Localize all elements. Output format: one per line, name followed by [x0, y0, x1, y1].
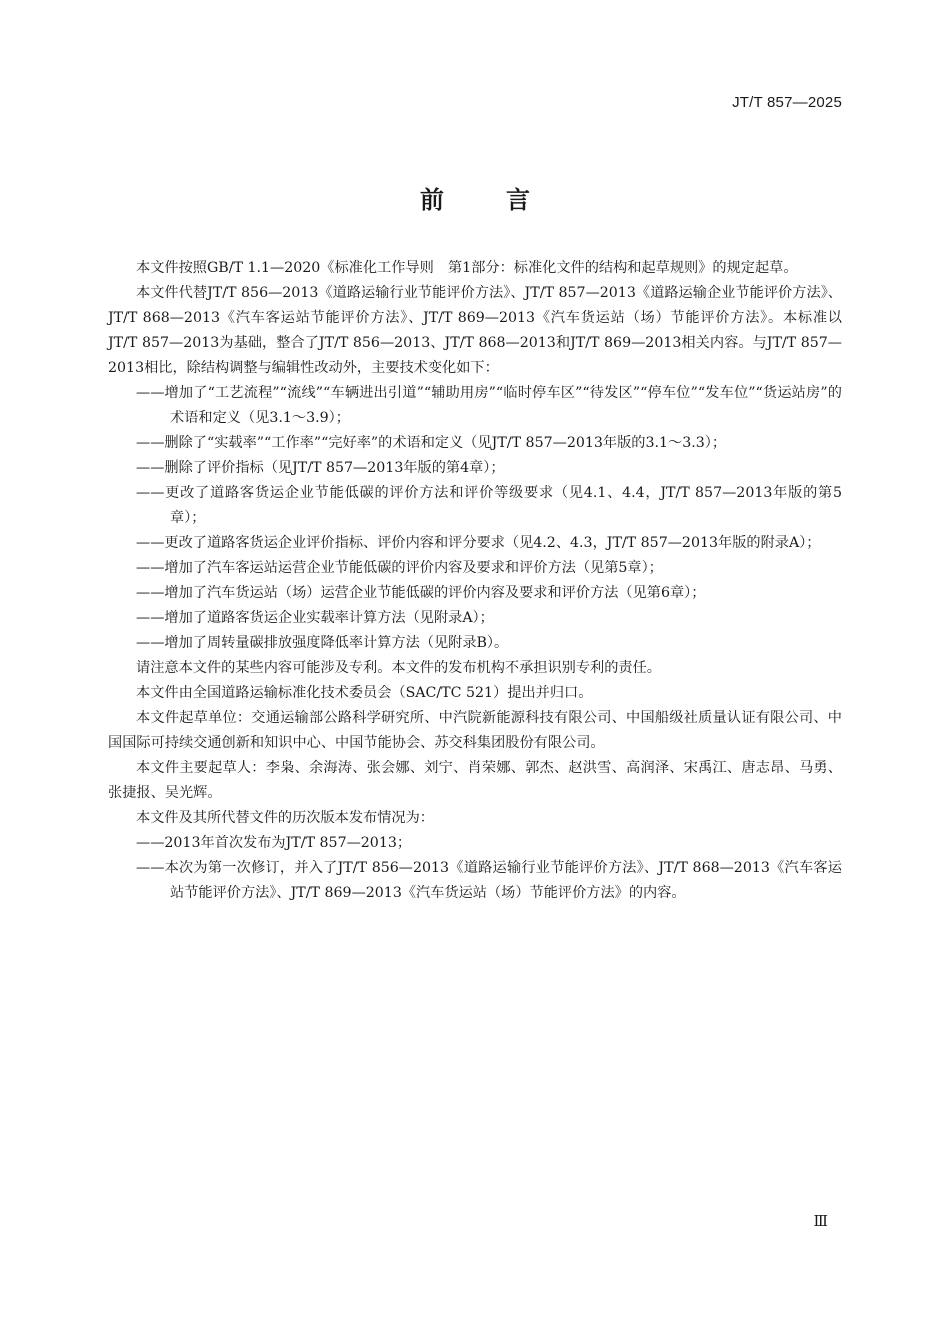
change-list-item: ——更改了道路客货运企业评价指标、评价内容和评分要求（见4.2、4.3，JT/T 857—2013年版的附录A）； [136, 535, 821, 551]
change-list-item: ——删除了“实载率”“工作率”“完好率”的术语和定义（见JT/T 857—2013年版的3.1～3.3）； [136, 435, 727, 451]
change-list-item: ——增加了汽车货运站（场）运营企业节能低碳的评价内容及要求和评价方法（见第6章）； [136, 585, 706, 601]
paragraph: 本文件由全国道路运输标准化技术委员会（SAC/TC 521）提出并归口。 [136, 685, 593, 701]
document-code: JT/T 857—2025 [732, 94, 842, 111]
paragraph: 请注意本文件的某些内容可能涉及专利。本文件的发布机构不承担识别专利的责任。 [136, 660, 661, 676]
paragraph: 本文件及其所代替文件的历次版本发布情况为： [136, 810, 434, 826]
change-list-item: ——增加了周转量碳排放强度降低率计算方法（见附录B）。 [136, 635, 509, 651]
paragraph: 本文件主要起草人：李枭、余海涛、张会娜、刘宁、肖荣娜、郭杰、赵洪雪、高润泽、宋禹江、唐志昂、马勇、张捷报、吴光辉。 [108, 760, 842, 801]
version-history-item: ——本次为第一次修订，并入了JT/T 856—2013《道路运输行业节能评价方法》、JT/T 868—2013《汽车客运站节能评价方法》、JT/T 869—2013《汽车货运站（场）节能评价方法》的内容。 [136, 860, 842, 901]
page-number: Ⅲ [813, 1212, 828, 1230]
page-title: 前言 [420, 186, 592, 214]
paragraph: 本文件起草单位：交通运输部公路科学研究所、中汽院新能源科技有限公司、中国船级社质量认证有限公司、中国国际可持续交通创新和知识中心、中国节能协会、苏交科集团股份有限公司。 [108, 710, 842, 751]
paragraph: 本文件按照GB/T 1.1—2020《标准化工作导则 第1部分：标准化文件的结构和起草规则》的规定起草。 [136, 260, 798, 276]
version-history-item: ——2013年首次发布为JT/T 857—2013； [136, 835, 412, 851]
change-list-item: ——删除了评价指标（见JT/T 857—2013年版的第4章）； [136, 460, 505, 476]
change-list-item: ——增加了汽车客运站运营企业节能低碳的评价内容及要求和评价方法（见第5章）； [136, 560, 663, 576]
change-list-item: ——增加了“工艺流程”“流线”“车辆进出引道”“辅助用房”“临时停车区”“待发区”“停车位”“发车位”“货运站房”的术语和定义（见3.1～3.9）； [136, 385, 842, 426]
paragraph: 本文件代替JT/T 856—2013《道路运输行业节能评价方法》、JT/T 857—2013《道路运输企业节能评价方法》、JT/T 868—2013《汽车客运站节能评价方法》、JT/T 869—2013《汽车货运站（场）节能评价方法》。本标准以JT/T 857—2013为基础，整合了JT/T 856—2013、JT/T 868—2013和JT/T 869—2013相关内容。与JT/T 857—2013相比，除结构调整与编辑性改动外，主要技术变化如下： [108, 285, 842, 376]
change-list-item: ——增加了道路客货运企业实载率计算方法（见附录A）； [136, 610, 494, 626]
foreword-body [108, 256, 842, 906]
change-list-item: ——更改了道路客货运企业节能低碳的评价方法和评价等级要求（见4.1、4.4，JT/T 857—2013年版的第5章）； [136, 485, 842, 526]
